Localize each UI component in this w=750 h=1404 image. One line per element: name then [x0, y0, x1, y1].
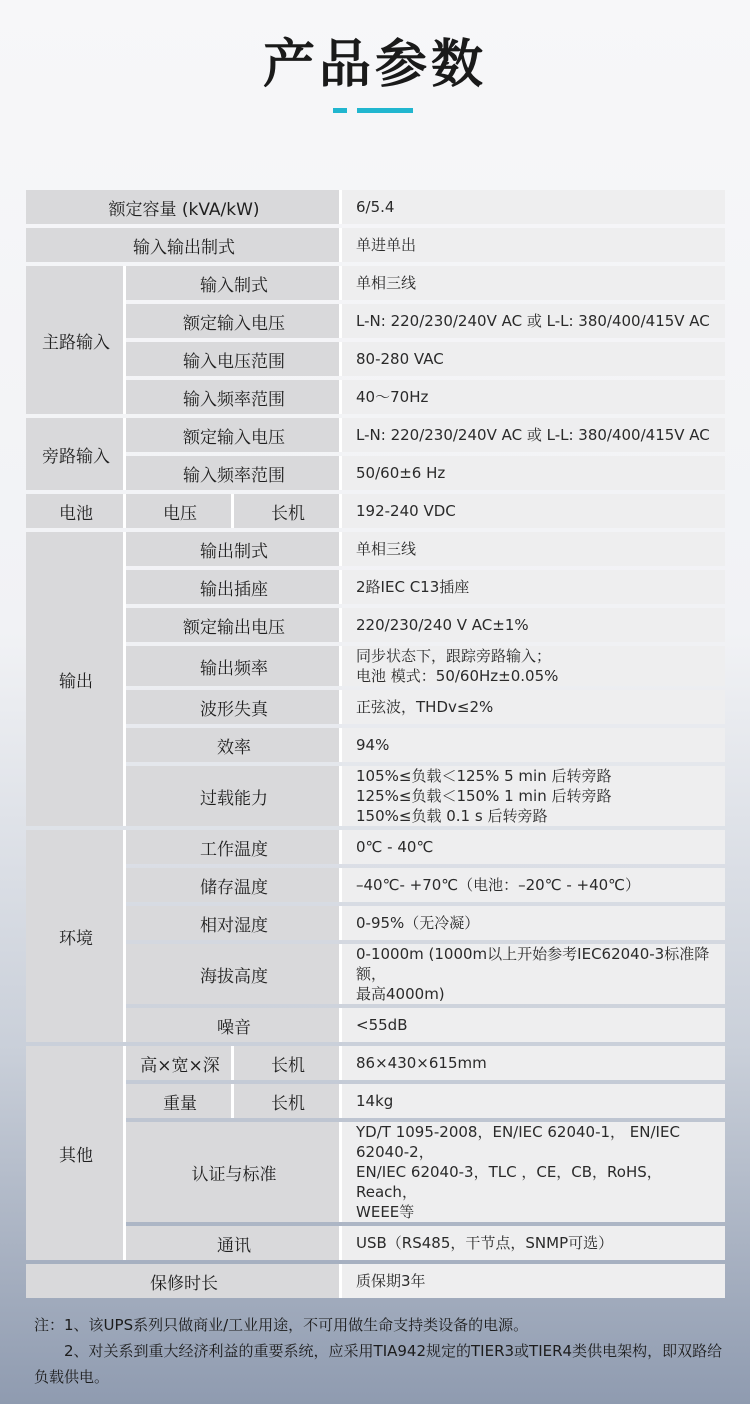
row-label: 过载能力 [126, 766, 342, 826]
value-line: 最高4000m) [356, 985, 445, 1003]
row-value: 正弦波，THDv≤2% [342, 690, 725, 724]
table-row [26, 868, 725, 902]
row-value [342, 766, 725, 826]
table-row [26, 690, 725, 724]
table-row [26, 1084, 725, 1118]
title-accent-long [357, 108, 413, 113]
table-row [26, 608, 725, 642]
table-row [26, 228, 725, 262]
value-line: 105%≤负载＜125% 5 min 后转旁路 [356, 767, 612, 785]
table-row [26, 380, 725, 414]
row-value: 94% [342, 728, 725, 762]
row-value: 50/60±6 Hz [342, 456, 725, 490]
row-label: 重量 [126, 1084, 234, 1118]
row-label: 高×宽×深 [126, 1046, 234, 1080]
row-value: 单相三线 [342, 266, 725, 300]
model-label: 长机 [234, 494, 342, 528]
table-row [26, 1122, 725, 1222]
table-row [26, 532, 725, 566]
table-row [26, 906, 725, 940]
row-label: 相对湿度 [126, 906, 342, 940]
row-label: 输出插座 [126, 570, 342, 604]
row-value: 80-280 VAC [342, 342, 725, 376]
table-row [26, 190, 725, 224]
table-row [26, 766, 725, 826]
model-label: 长机 [234, 1046, 342, 1080]
group-label: 其他 [26, 1046, 126, 1260]
row-value: 2路IEC C13插座 [342, 570, 725, 604]
row-value: L-N: 220/230/240V AC 或 L-L: 380/400/415V AC [342, 418, 725, 452]
row-label: 通讯 [126, 1226, 342, 1260]
group-label: 主路输入 [26, 266, 126, 414]
row-label: 输入频率范围 [126, 456, 342, 490]
row-value: 40～70Hz [342, 380, 725, 414]
row-label: 输入频率范围 [126, 380, 342, 414]
row-label: 输入制式 [126, 266, 342, 300]
row-value: 14kg [342, 1084, 725, 1118]
value-line: 电池 模式：50/60Hz±0.05% [356, 667, 559, 685]
row-value [342, 1122, 725, 1222]
row-label: 电压 [126, 494, 234, 528]
group-label: 电池 [26, 494, 126, 528]
spec-table [26, 186, 725, 1302]
row-label: 波形失真 [126, 690, 342, 724]
row-label: 额定输出电压 [126, 608, 342, 642]
row-value: 6/5.4 [342, 190, 725, 224]
row-label: 输入输出制式 [26, 228, 342, 262]
note-1: 注：1、该UPS系列只做商业/工业用途，不可用做生命支持类设备的电源。 [34, 1316, 529, 1334]
group-label: 环境 [26, 830, 126, 1042]
table-row [26, 646, 725, 686]
row-label: 海拔高度 [126, 944, 342, 1004]
table-row [26, 418, 725, 452]
row-label: 储存温度 [126, 868, 342, 902]
row-value: USB（RS485，干节点，SNMP可选） [342, 1226, 725, 1260]
table-row [26, 1226, 725, 1260]
row-value: 86×430×615mm [342, 1046, 725, 1080]
value-line: 125%≤负载＜150% 1 min 后转旁路 [356, 787, 612, 805]
page-title: 产品参数 [262, 35, 487, 95]
row-label: 额定输入电压 [126, 418, 342, 452]
row-value: L-N: 220/230/240V AC 或 L-L: 380/400/415V AC [342, 304, 725, 338]
title-accent-short [333, 108, 347, 113]
row-value: 单进单出 [342, 228, 725, 262]
row-label: 输出制式 [126, 532, 342, 566]
row-value: <55dB [342, 1008, 725, 1042]
row-label: 保修时长 [26, 1264, 342, 1298]
row-value: 质保期3年 [342, 1264, 725, 1298]
row-value [342, 944, 725, 1004]
table-row [26, 944, 725, 1004]
table-row [26, 304, 725, 338]
value-line: 150%≤负载 0.1 s 后转旁路 [356, 807, 548, 825]
row-value: 0-95%（无冷凝） [342, 906, 725, 940]
row-value: 0℃ - 40℃ [342, 830, 725, 864]
value-line: EN/IEC 62040-3，TLC ，CE，CB，RoHS，Reach， [356, 1163, 662, 1201]
value-line: YD/T 1095-2008，EN/IEC 62040-1， EN/IEC 62040-2， [356, 1123, 680, 1161]
table-row [26, 830, 725, 864]
row-value: 192-240 VDC [342, 494, 725, 528]
row-label: 额定容量 (kVA/kW) [26, 190, 342, 224]
value-line: WEEE等 [356, 1203, 415, 1221]
table-row [26, 1264, 725, 1298]
table-row [26, 728, 725, 762]
group-label: 输出 [26, 532, 126, 826]
row-label: 输出频率 [126, 646, 342, 686]
value-line: 0-1000m (1000m以上开始参考IEC62040-3标准降额， [356, 945, 710, 983]
row-label: 认证与标准 [126, 1122, 342, 1222]
table-row [26, 456, 725, 490]
table-row [26, 1008, 725, 1042]
row-label: 效率 [126, 728, 342, 762]
table-row [26, 342, 725, 376]
row-label: 噪音 [126, 1008, 342, 1042]
table-row [26, 570, 725, 604]
note-2: 2、对关系到重大经济利益的重要系统，应采用TIA942规定的TIER3或TIER4类供电架构，即双路给负载供电。 [34, 1342, 723, 1386]
notes [34, 1312, 724, 1390]
table-row [26, 494, 725, 528]
row-value: –40℃- +70℃（电池：–20℃ - +40℃） [342, 868, 725, 902]
row-value [342, 646, 725, 686]
group-label: 旁路输入 [26, 418, 126, 490]
row-value: 单相三线 [342, 532, 725, 566]
value-line: 同步状态下，跟踪旁路输入； [356, 647, 552, 665]
row-label: 输入电压范围 [126, 342, 342, 376]
row-value: 220/230/240 V AC±1% [342, 608, 725, 642]
table-row [26, 266, 725, 300]
row-label: 工作温度 [126, 830, 342, 864]
table-row [26, 1046, 725, 1080]
model-label: 长机 [234, 1084, 342, 1118]
row-label: 额定输入电压 [126, 304, 342, 338]
